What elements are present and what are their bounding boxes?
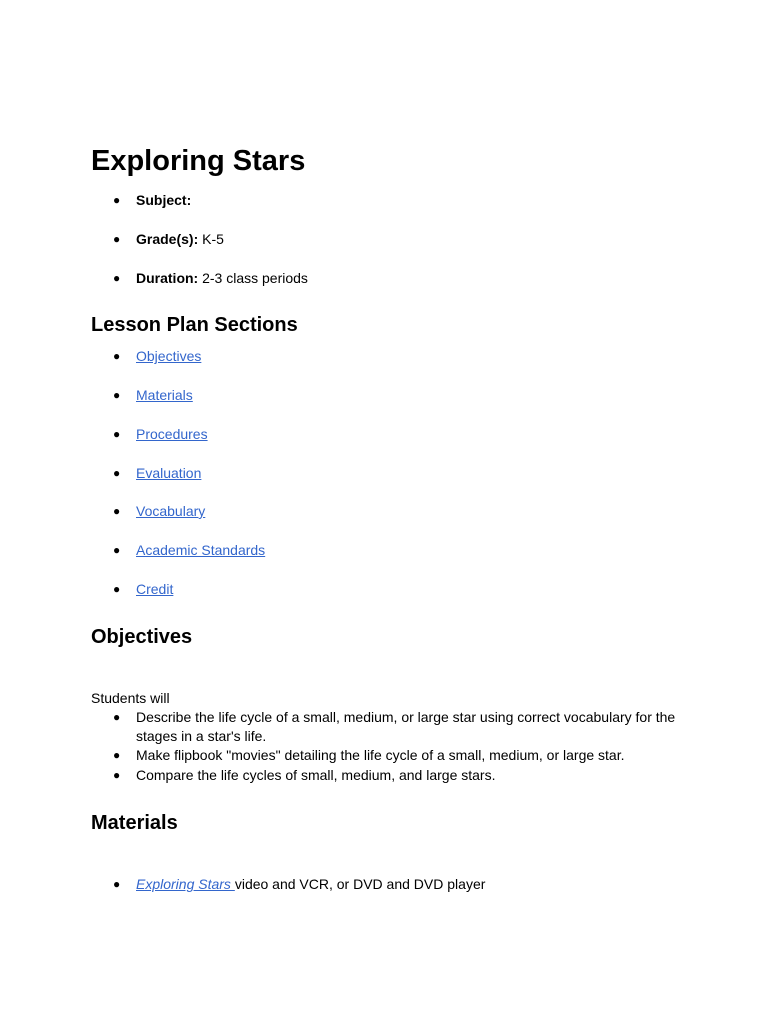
objective-item (91, 708, 681, 746)
objective-text: Compare the life cycles of small, medium, and large stars. (136, 767, 496, 783)
materials-heading: Materials (91, 812, 178, 834)
meta-grades (91, 230, 681, 249)
section-item (91, 425, 681, 444)
bullet-icon: ● (113, 504, 121, 518)
page-title: Exploring Stars (91, 145, 306, 177)
bullet-icon: ● (113, 582, 121, 596)
bullet-icon: ● (113, 877, 121, 891)
bullet-icon: ● (113, 271, 121, 285)
objectives-intro: Students will (91, 690, 170, 706)
meta-subject (91, 191, 681, 210)
bullet-icon: ● (113, 710, 121, 724)
section-link-academic-standards[interactable]: Academic Standards (136, 542, 266, 558)
bullet-icon: ● (113, 768, 121, 782)
section-link-evaluation[interactable]: Evaluation (136, 465, 202, 481)
bullet-icon: ● (113, 349, 121, 363)
bullet-icon: ● (113, 543, 121, 557)
objective-text: Make flipbook "movies" detailing the life cycle of a small, medium, or large star. (136, 747, 625, 763)
objective-item (91, 746, 681, 765)
section-item (91, 464, 681, 483)
meta-label: Grade(s): (136, 231, 199, 247)
meta-value: K-5 (202, 231, 224, 247)
section-item (91, 580, 681, 599)
bullet-icon: ● (113, 748, 121, 762)
section-link-objectives[interactable]: Objectives (136, 348, 202, 364)
section-link-procedures[interactable]: Procedures (136, 426, 208, 442)
section-item (91, 541, 681, 560)
section-link-materials[interactable]: Materials (136, 387, 193, 403)
material-item (91, 875, 681, 894)
meta-value: 2-3 class periods (202, 270, 308, 286)
meta-label: Duration: (136, 270, 199, 286)
meta-duration (91, 269, 681, 288)
bullet-icon: ● (113, 193, 121, 207)
section-item (91, 386, 681, 405)
objectives-heading: Objectives (91, 626, 193, 648)
bullet-icon: ● (113, 427, 121, 441)
sections-heading: Lesson Plan Sections (91, 314, 298, 336)
section-item (91, 502, 681, 521)
meta-label: Subject: (136, 192, 192, 208)
objective-item (91, 766, 681, 785)
section-link-credit[interactable]: Credit (136, 581, 174, 597)
bullet-icon: ● (113, 466, 121, 480)
bullet-icon: ● (113, 388, 121, 402)
section-item (91, 347, 681, 366)
material-link[interactable]: Exploring Stars (136, 876, 235, 892)
material-text: video and VCR, or DVD and DVD player (234, 876, 486, 892)
bullet-icon: ● (113, 232, 121, 246)
section-link-vocabulary[interactable]: Vocabulary (136, 503, 206, 519)
objective-text: Describe the life cycle of a small, medium, or large star using correct vocabulary for the stages in a star's life. (136, 709, 676, 744)
